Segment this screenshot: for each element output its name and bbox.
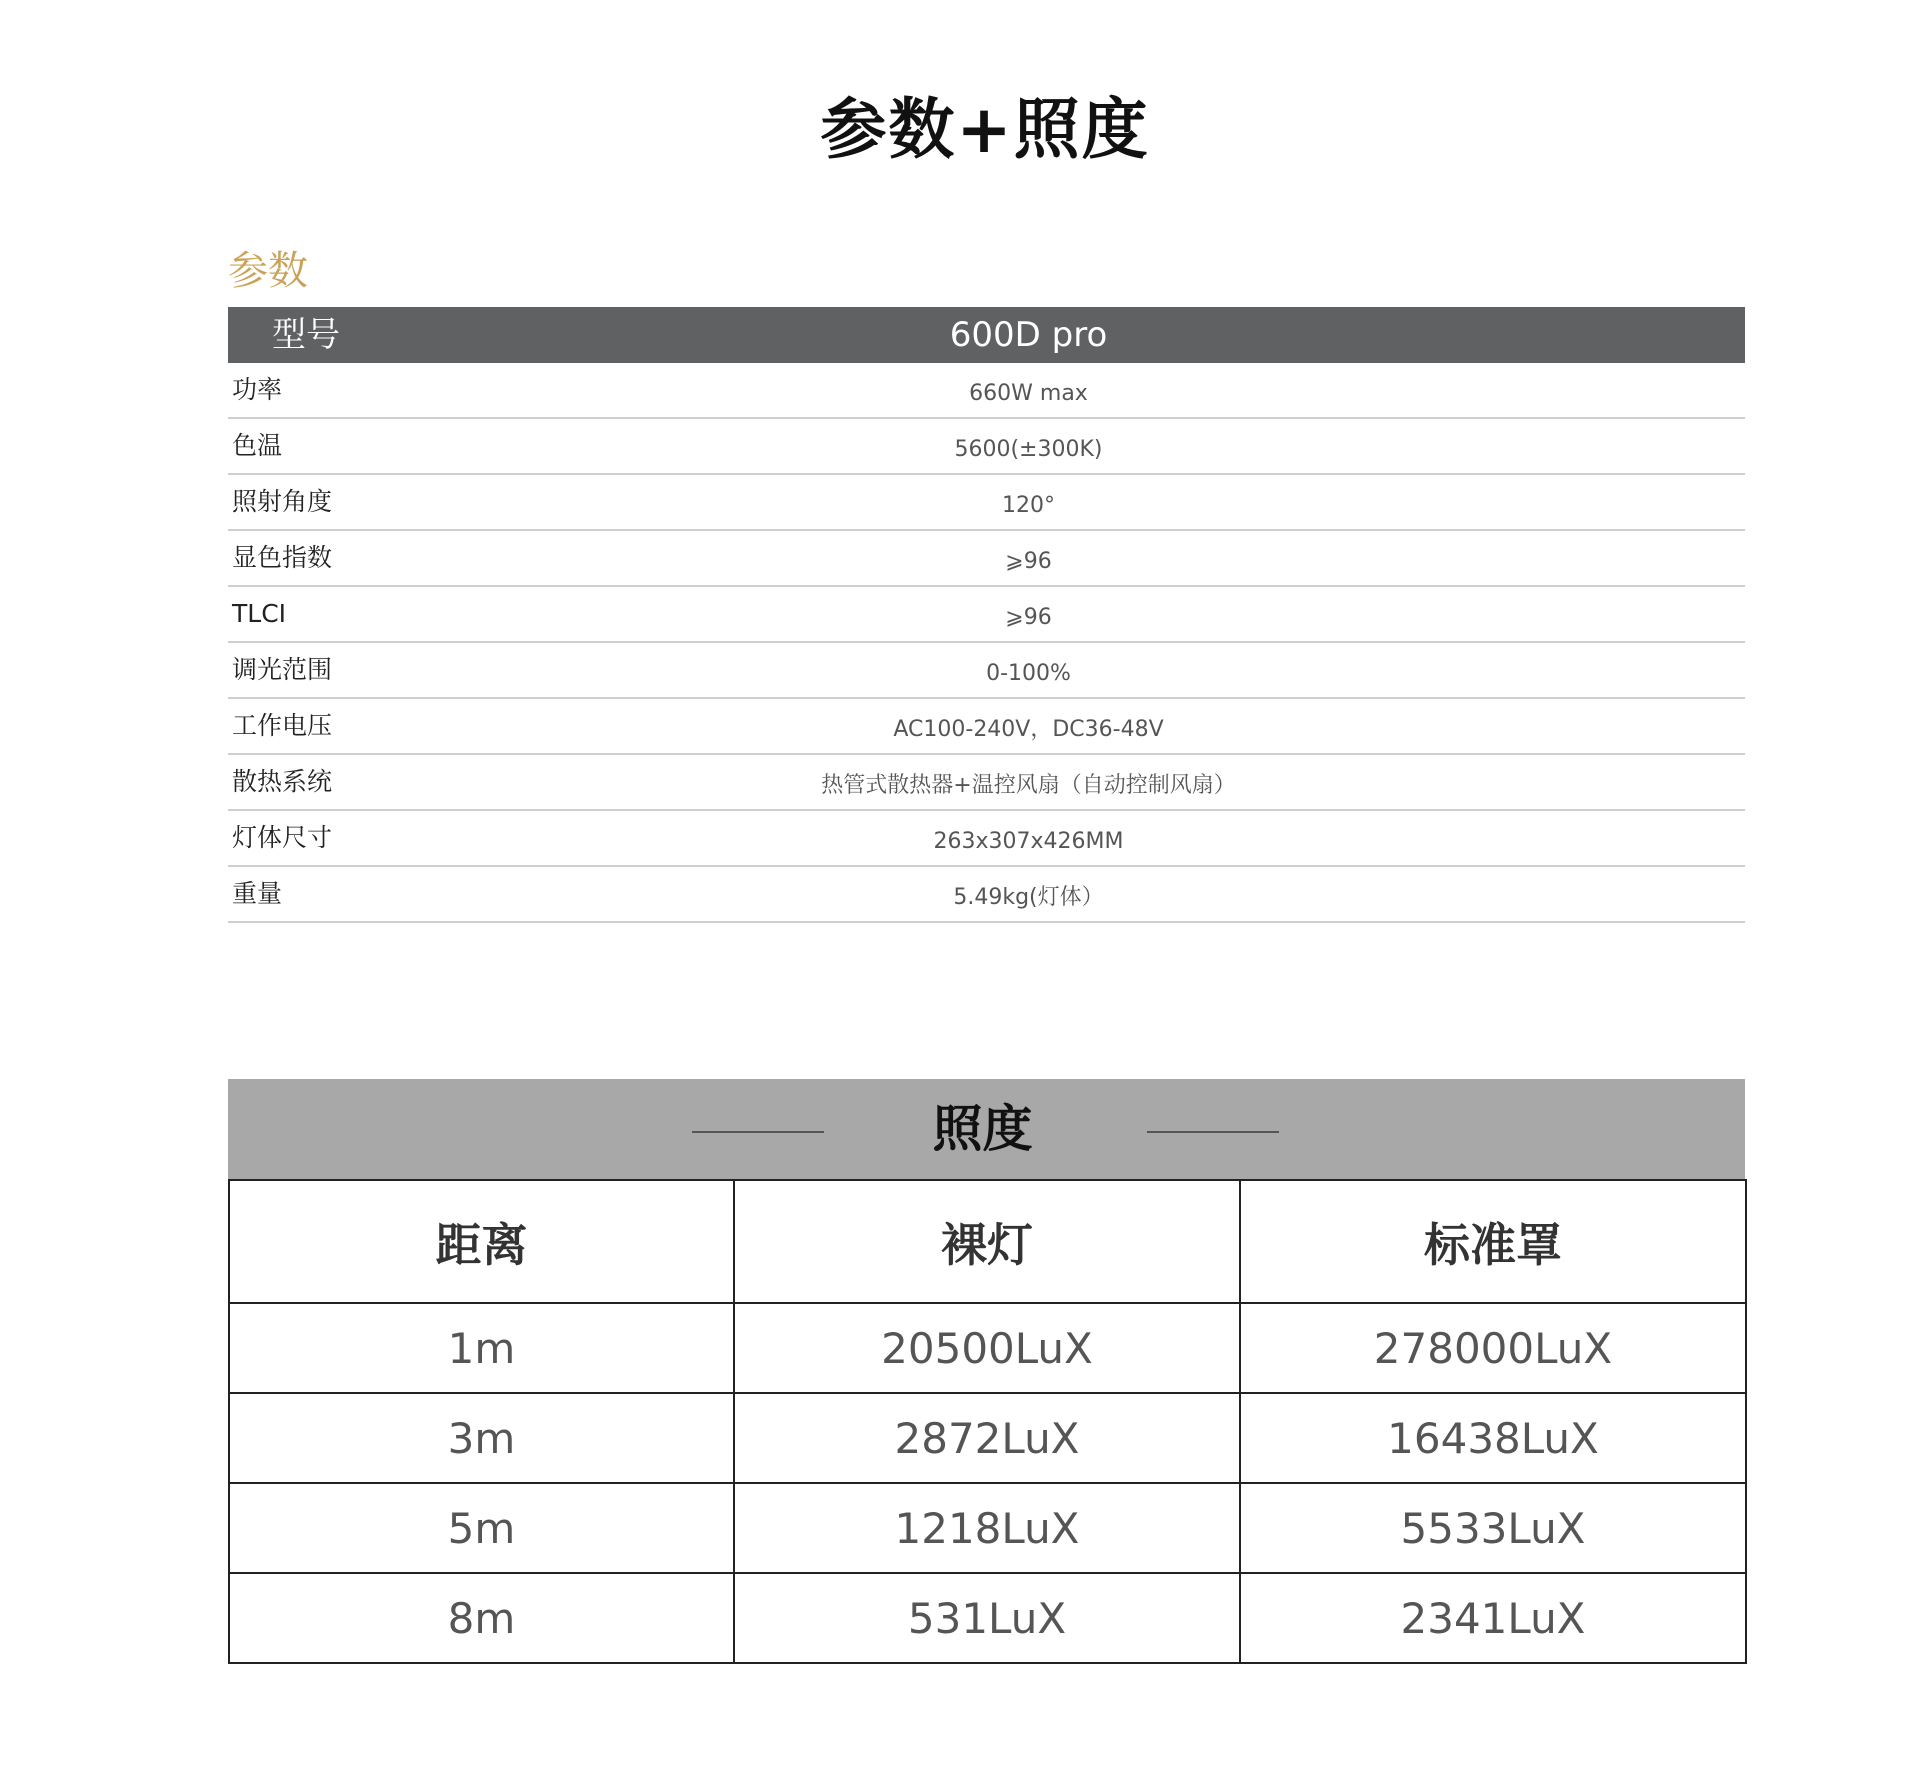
spec-row-label: 照射角度 [232,487,333,516]
spec-row-label: 散热系统 [232,767,333,796]
cell-standard-reflector: 5533LuX [1240,1483,1746,1573]
cell-distance: 8m [229,1573,734,1663]
header-rule-right [1147,1131,1279,1133]
spec-row-value: 5.49kg(灯体） [953,885,1104,910]
spec-row-label: 灯体尺寸 [232,823,333,852]
spec-row-label: TLCI [232,599,287,628]
cell-distance: 1m [229,1303,734,1393]
table-row [229,1393,1746,1483]
spec-row [228,531,1745,587]
spec-table-header [228,307,1745,363]
table-row [229,1483,1746,1573]
spec-row [228,643,1745,699]
spec-row-label: 工作电压 [232,711,333,740]
spec-row-value: 263x307x426MM [933,829,1124,854]
spec-row-value: ⩾96 [1005,549,1052,574]
page-title: 参数+照度 [820,91,1150,168]
cell-distance: 5m [229,1483,734,1573]
cell-bare-light: 531LuX [734,1573,1240,1663]
spec-row-value: AC100-240V，DC36-48V [893,717,1164,742]
spec-row-label: 显色指数 [232,543,333,572]
spec-header-label: 型号 [272,315,340,355]
cell-standard-reflector: 2341LuX [1240,1573,1746,1663]
cell-bare-light: 1218LuX [734,1483,1240,1573]
table-row [229,1573,1746,1663]
table-row [229,1303,1746,1393]
spec-row [228,867,1745,923]
spec-row-value: 660W max [969,381,1088,406]
column-header-bare-light: 裸灯 [734,1180,1240,1303]
cell-standard-reflector: 16438LuX [1240,1393,1746,1483]
cell-bare-light: 2872LuX [734,1393,1240,1483]
spec-row [228,811,1745,867]
spec-row-label: 调光范围 [232,655,333,684]
spec-row-value: 热管式散热器+温控风扇（自动控制风扇） [821,773,1236,798]
spec-row [228,587,1745,643]
spec-row-label: 重量 [232,879,283,908]
table-header-row [229,1180,1746,1303]
spec-row [228,419,1745,475]
spec-header-value: 600D pro [949,315,1108,355]
illuminance-table [228,1179,1747,1664]
column-header-standard-reflector: 标准罩 [1240,1180,1746,1303]
section-label-params: 参数 [228,248,308,294]
spec-row-value: 120° [1002,493,1055,518]
cell-standard-reflector: 278000LuX [1240,1303,1746,1393]
spec-row-value: ⩾96 [1005,605,1052,630]
spec-row-label: 色温 [232,431,283,460]
cell-distance: 3m [229,1393,734,1483]
illuminance-title: 照度 [932,1100,1033,1158]
spec-row-label: 功率 [232,375,283,404]
spec-row-value: 0-100% [986,661,1071,686]
spec-table [228,307,1745,923]
column-header-distance: 距离 [229,1180,734,1303]
illuminance-header [228,1079,1745,1179]
spec-row [228,363,1745,419]
cell-bare-light: 20500LuX [734,1303,1240,1393]
spec-row [228,699,1745,755]
spec-row-value: 5600(±300K) [954,437,1103,462]
spec-row [228,755,1745,811]
spec-row [228,475,1745,531]
